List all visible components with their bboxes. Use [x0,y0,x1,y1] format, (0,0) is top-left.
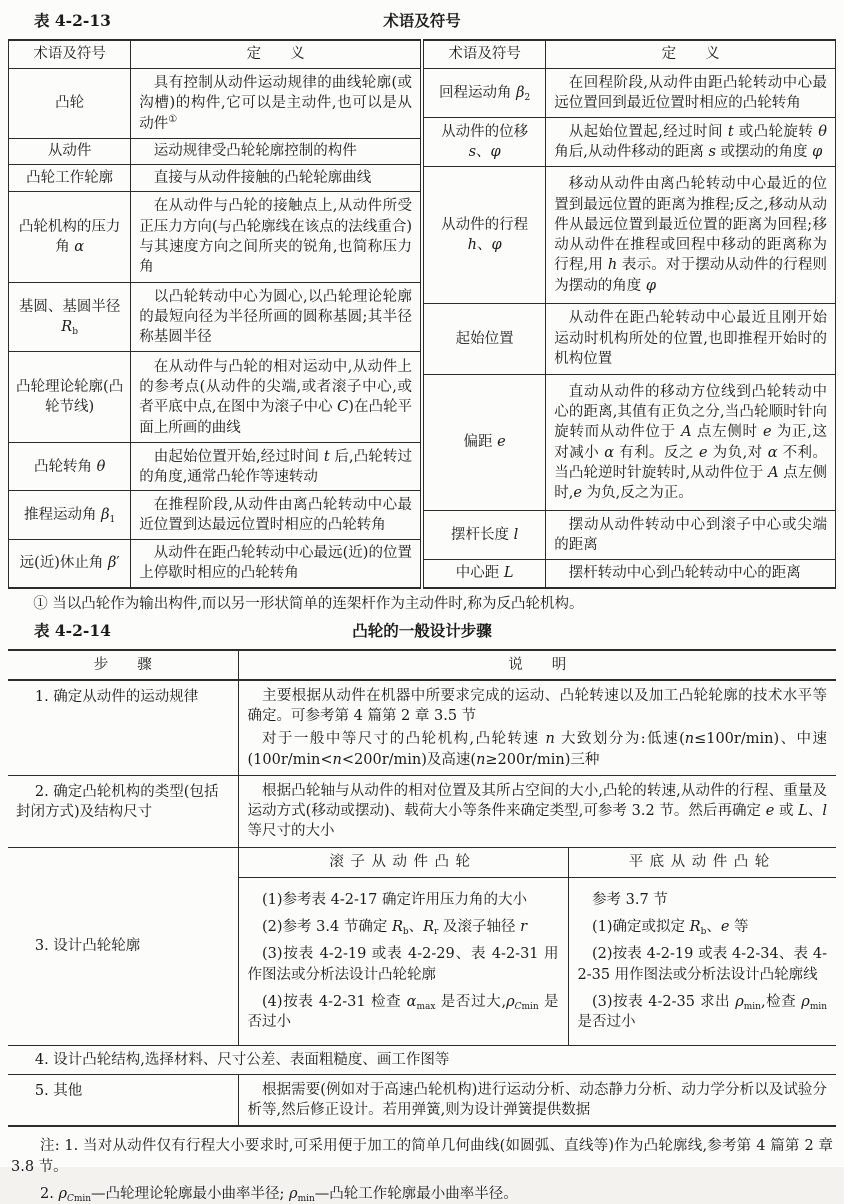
step-label-text: 1. 确定从动件的运动规律 [34,688,199,705]
definition-cell [131,165,421,192]
table-row [9,352,421,443]
term-cell: 凸轮工作轮廓 [9,165,131,192]
definition-cell [546,118,836,167]
subcolumn-header-flat: 平底从动件凸轮 [568,847,836,877]
term-cell: 偏距 e [424,374,546,511]
term-cell: 从动件 [9,138,131,165]
step-row-4 [8,1045,836,1074]
list-item: 参考 3.7 节 [592,891,668,908]
table-row [9,539,421,588]
column-header-description: 说 明 [238,650,836,680]
description-paragraph: 对于一般中等尺寸的凸轮机构,凸轮转速 n 大致划分为:低速(n≤100r/min)、中速(100r/min<n<200r/min)及高速(n≥200r/min)三种 [247,731,827,768]
step-label-cell [8,847,238,1045]
definition-cell [131,443,421,491]
column-header-step: 步 骤 [8,650,238,680]
definition-cell [546,303,836,374]
step-label-text: 5. 其他 [34,1082,83,1099]
table-row [424,374,836,511]
roller-follower-cell [238,877,568,1045]
step-row-1 [8,680,836,776]
term-cell: 从动件的行程 h、φ [424,167,546,304]
step-label-text: 3. 设计凸轮轮廓 [34,937,141,954]
table-row [424,511,836,560]
design-steps-table [8,649,836,1128]
definition-text: 在回程阶段,从动件由距凸轮转动中心最远位置回到最近位置时相应的凸轮转角 [554,74,827,112]
list-item: (3)按表 4-2-19 或表 4-2-29、表 4-2-31 用作图法或分析法设计凸轮轮廓 [247,946,559,983]
definition-text: 具有控制从动件运动规律的曲线轮廓(或沟槽)的构件,它可以是主动件,也可以是从动件① [139,74,412,132]
definition-cell [546,560,836,588]
description-paragraph: 主要根据从动件在机器中所要求完成的运动、凸轮转速以及加工凸轮轮廓的技术水平等确定。可参考第 4 篇第 2 章 3.5 节 [247,687,827,724]
definition-cell [546,374,836,511]
term-cell: 推程运动角 $\beta_1$ [9,491,131,539]
term-cell: 从动件的位移 s、φ [424,118,546,167]
definition-cell [131,282,421,352]
terms-table-left-half [8,39,421,589]
definition-text: 在推程阶段,从动件由离凸轮转动中心最近位置到达最远位置时相应的凸轮转角 [139,496,412,533]
list-item: (3)按表 4-2-35 求出 $\rho_{min}$,检查 $\rho_{min}$ 是否过小 [577,993,827,1031]
term-cell: 凸轮理论轮廓(凸轮节线) [9,352,131,443]
table2-caption [8,620,836,642]
definition-cell [131,69,421,139]
step-label-text: 4. 设计凸轮结构,选择材料、尺寸公差、表面粗糙度、画工作图等 [34,1051,450,1068]
definition-text: 在从动件与凸轮的接触点上,从动件所受正压力方向(与凸轮廓线在该点的法线重合)与其速度方向之间所夹的锐角,也简称压力角 [139,198,412,276]
definition-text: 从起始位置起,经过时间 t 或凸轮旋转 θ 角后,从动件移动的距离 s 或摆动的角度 φ [554,124,827,161]
subcolumn-header-roller: 滚子从动件凸轮 [238,847,568,877]
term-cell: 凸轮转角 θ [9,443,131,491]
table-row [9,165,421,192]
term-cell: 起始位置 [424,303,546,374]
column-header-definition: 定 义 [131,40,421,69]
description-paragraph: 根据需要(例如对于高速凸轮机构)进行运动分析、动态静力分析、动力学分析以及试验分析等,然后修正设计。若用弹簧,则为设计弹簧提供数据 [247,1081,827,1119]
table2-title: 凸轮的一般设计步骤 [352,620,492,640]
term-cell: 回程运动角 $\beta_2$ [424,69,546,118]
terms-table-right-half [423,39,836,589]
table-row [9,138,421,165]
definition-cell [546,511,836,560]
step-full-width-cell [8,1045,836,1074]
step-row-3-subheader [8,847,836,877]
list-item: (1)确定或拟定 $R_b$、e 等 [592,919,749,938]
table1-footnote: ① 当以凸轮作为输出构件,而以另一形状简单的连架杆作为主动件时,称为反凸轮机构。 [33,595,584,612]
table1-number: 表 4-2-13 [34,11,111,30]
definition-cell [546,167,836,304]
column-header-definition: 定 义 [546,40,836,69]
definition-text: 直接与从动件接触的凸轮轮廓曲线 [153,170,372,187]
definition-text: 从动件在距凸轮转动中心最远(近)的位置上停歇时相应的凸轮转角 [139,544,412,582]
definition-text: 从动件在距凸轮转动中心最近且刚开始运动时机构所处的位置,也即推程开始时的机构位置 [554,310,827,367]
step-description-cell [238,775,836,847]
definition-text: 摆动从动件转动中心到滚子中心或尖端的距离 [554,517,827,554]
definition-cell [131,352,421,443]
list-item: (4)按表 4-2-31 检查 $\alpha_{max}$ 是否过大$,\rho_{Cmin}$ 是否过小 [247,993,559,1031]
table1-title: 术语及符号 [383,11,461,30]
step-label-cell [8,775,238,847]
column-header-term: 术语及符号 [424,40,546,69]
definition-cell [131,138,421,165]
term-cell: 基圆、基圆半径 $R_b$ [9,282,131,352]
header-row [9,40,421,69]
table-row [9,192,421,283]
step-row-2 [8,775,836,847]
step-label-text: 2. 确定凸轮机构的类型(包括封闭方式)及结构尺寸 [16,783,219,821]
definition-text: 由起始位置开始,经过时间 t 后,凸轮转过的角度,通常凸轮作等速转动 [139,448,413,485]
table2-number: 表 4-2-14 [34,620,111,640]
definition-cell [131,539,421,588]
term-cell: 摆杆长度 l [424,511,546,560]
note-1: 注: 1. 当对从动件仅有行程大小要求时,可采用便于加工的简单几何曲线(如圆弧、直线等)作为凸轮廓线,参考第 4 篇第 2 章 3.8 节。 [11,1138,833,1175]
list-item: (1)参考表 4-2-17 确定许用压力角的大小 [262,891,527,908]
description-paragraph: 根据凸轮轴与从动件的相对位置及其所占空间的大小,凸轮的转速,从动件的行程、重量及运动方式(移动或摆动)、载荷大小等条件来确定类型,可参考 3.2 节。然后再确定 e 或 L、l 等尺寸的大小 [247,782,828,840]
table-row [424,167,836,304]
definition-text: 移动从动件由离凸轮转动中心最近的位置到最远位置的距离为推程;反之,移动从动件从最远位置到最近位置的距离为回程;移动从动件在推程或回程中移动的距离称为行程,用 h 表示。对于摆动从动件的行程则为摆动的角度 φ [554,176,828,294]
header-row [8,650,836,680]
definition-text: 运动规律受凸轮轮廓控制的构件 [153,143,357,160]
definition-cell [131,192,421,283]
note-2: 2. $\rho_{Cmin}—$凸轮理论轮廓最小曲率半径; $\rho_{min}—$凸轮工作轮廓最小曲率半径。 [40,1186,518,1204]
table-row [9,282,421,352]
definition-text: 以凸轮转动中心为圆心,以凸轮理论轮廓的最短向径为半径所画的圆称基圆;其半径称基圆半径 [139,288,412,346]
flat-follower-cell [568,877,836,1045]
terms-symbols-table [8,39,836,589]
list-item: (2)参考 3.4 节确定 $R_b$、$R_r$ 及滚子轴径 r [262,919,527,938]
term-cell: 凸轮 [9,69,131,139]
table-row [424,69,836,118]
notes-block [8,1136,836,1204]
column-header-term: 术语及符号 [9,40,131,69]
list-item: (2)按表 4-2-19 或表 4-2-34、表 4-2-35 用作图法或分析法设计凸轮廓线 [577,946,827,983]
step-description-cell [238,680,836,776]
definition-text: 在从动件与凸轮的相对运动中,从动件上的参考点(从动件的尖端,或者滚子中心,或者平底中点,在图中为滚子中心 C)在凸轮平面上所画的曲线 [139,358,412,436]
definition-text: 摆杆转动中心到凸轮转动中心的距离 [568,565,801,582]
table-row [9,69,421,139]
table-row [424,560,836,588]
term-cell: 远(近)休止角 β′ [9,539,131,588]
table1-caption [8,10,836,32]
table-row [424,118,836,167]
term-cell: 凸轮机构的压力角 α [9,192,131,283]
step-description-cell [238,1074,836,1126]
table-row [424,303,836,374]
definition-text: 直动从动件的移动方位线到凸轮转动中心的距离,其值有正负之分,当凸轮顺时针向旋转而从动件位于 A 点左侧时 e 为正,这对减小 α 有利。反之 e 为负,对 α 不利。当凸轮逆时针旋转时,从动件位于 A 点左侧时,e 为负,反之为正。 [554,383,828,502]
header-row [424,40,836,69]
step-label-cell [8,1074,238,1126]
definition-cell [546,69,836,118]
table-row [9,443,421,491]
step-label-cell [8,680,238,776]
definition-cell [131,491,421,539]
step-row-5 [8,1074,836,1126]
term-cell: 中心距 L [424,560,546,588]
table-row [9,491,421,539]
